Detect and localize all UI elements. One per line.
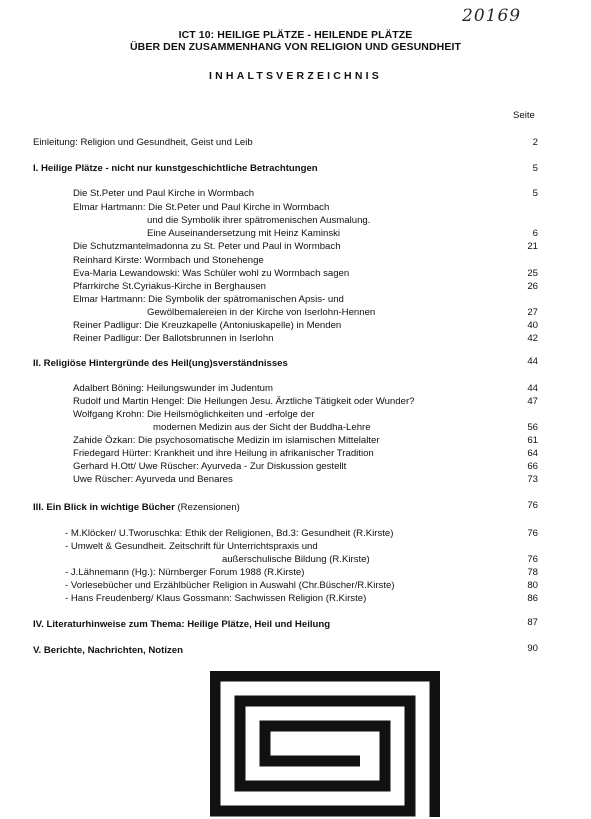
toc-page-number: 26: [527, 281, 538, 292]
page-column-label: Seite: [513, 110, 535, 121]
toc-entry: Eva-Maria Lewandowski: Was Schüler wohl zu Wormbach sagen: [73, 268, 350, 279]
toc-page-number: 90: [527, 643, 538, 654]
toc-entry: Reiner Padligur: Der Ballotsbrunnen in Iserlohn: [73, 333, 274, 344]
toc-page-number: 2: [532, 137, 538, 148]
toc-page-number: 76: [527, 500, 538, 511]
toc-page-number: 76: [527, 528, 538, 539]
toc-page-number: 64: [527, 448, 538, 459]
toc-page-number: 6: [532, 228, 538, 239]
toc-page-number: 78: [527, 567, 538, 578]
toc-entry: Pfarrkirche St.Cyriakus-Kirche in Berghausen: [73, 281, 267, 292]
toc-entry: - M.Klöcker/ U.Tworuschka: Ethik der Religionen, Bd.3: Gesundheit (R.Kirste): [65, 528, 394, 539]
toc-section-heading: IV. Literaturhinweise zum Thema: Heilige Plätze, Heil und Heilung: [33, 619, 331, 630]
toc-entry: Gerhard H.Ott/ Uwe Rüscher: Ayurveda - Zur Diskussion gestellt: [73, 461, 347, 472]
toc-entry: Zahide Özkan: Die psychosomatische Medizin im islamischen Mittelalter: [73, 435, 380, 446]
toc-page-number: 25: [527, 268, 538, 279]
toc-page-number: 44: [527, 356, 538, 367]
toc-page-number: 42: [527, 333, 538, 344]
document-title: ICT 10: HEILIGE PLÄTZE - HEILENDE PLÄTZE: [178, 29, 413, 41]
toc-entry: Elmar Hartmann: Die Symbolik der spätromanischen Apsis- und: [73, 294, 344, 305]
toc-entry-continuation: Gewölbemalereien in der Kirche von Iserlohn-Hennen: [147, 307, 376, 318]
toc-entry: - Hans Freudenberg/ Klaus Gossmann: Sachwissen Religion (R.Kirste): [65, 593, 367, 604]
toc-page-number: 44: [527, 383, 538, 394]
spiral-logo: [210, 671, 440, 817]
toc-page-number: 47: [527, 396, 538, 407]
toc-page-number: 27: [527, 307, 538, 318]
toc-page-number: 56: [527, 422, 538, 433]
toc-page-number: 80: [527, 580, 538, 591]
toc-page-number: 61: [527, 435, 538, 446]
toc-entry: Friedegard Hürter: Krankheit und ihre Heilung in afrikanischer Tradition: [73, 448, 374, 459]
section-note: (Rezensionen): [174, 502, 240, 513]
toc-heading: INHALTSVERZEICHNIS: [209, 70, 382, 82]
toc-entry: Die Schutzmantelmadonna zu St. Peter und Paul in Wormbach: [73, 241, 341, 252]
toc-entry: Adalbert Böning: Heilungswunder im Judentum: [73, 383, 273, 394]
toc-page-number: 40: [527, 320, 538, 331]
toc-section-heading: I. Heilige Plätze - nicht nur kunstgeschichtliche Betrachtungen: [33, 163, 318, 174]
toc-section-heading: [33, 502, 240, 513]
toc-entry: Rudolf und Martin Hengel: Die Heilungen Jesu. Ärztliche Tätigkeit oder Wunder?: [73, 396, 415, 407]
section-title: III. Ein Blick in wichtige Bücher: [33, 502, 175, 513]
toc-page-number: 73: [527, 474, 538, 485]
toc-entry: Reiner Padligur: Die Kreuzkapelle (Antoniuskapelle) in Menden: [73, 320, 342, 331]
toc-page-number: 5: [532, 188, 538, 199]
toc-entry: - J.Lähnemann (Hg.): Nürnberger Forum 1988 (R.Kirste): [65, 567, 305, 578]
toc-entry: - Umwelt & Gesundheit. Zeitschrift für Unterrichtspraxis und: [65, 541, 318, 552]
toc-entry-continuation: Eine Auseinandersetzung mit Heinz Kaminski: [147, 228, 341, 239]
toc-section-heading: II. Religiöse Hintergründe des Heil(ung)sverständnisses: [33, 358, 288, 369]
toc-page-number: 76: [527, 554, 538, 565]
document-subtitle: ÜBER DEN ZUSAMMENHANG VON RELIGION UND GESUNDHEIT: [130, 41, 461, 53]
toc-entry: Wolfgang Krohn: Die Heilsmöglichkeiten und -erfolge der: [73, 409, 315, 420]
toc-entry-continuation: modernen Medizin aus der Sicht der Buddha-Lehre: [153, 422, 371, 433]
toc-entry: Elmar Hartmann: Die St.Peter und Paul Kirche in Wormbach: [73, 202, 330, 213]
toc-entry: - Vorlesebücher und Erzählbücher Religion in Auswahl (Chr.Büscher/R.Kirste): [65, 580, 395, 591]
toc-entry: Uwe Rüscher: Ayurveda und Benares: [73, 474, 233, 485]
toc-page-number: 66: [527, 461, 538, 472]
toc-page-number: 86: [527, 593, 538, 604]
toc-entry: Einleitung: Religion und Gesundheit, Geist und Leib: [33, 137, 253, 148]
toc-entry: Reinhard Kirste: Wormbach und Stonehenge: [73, 255, 264, 266]
toc-section-heading: V. Berichte, Nachrichten, Notizen: [33, 645, 183, 656]
toc-entry-continuation: und die Symbolik ihrer spätromenischen Ausmalung.: [147, 215, 371, 226]
handwritten-note: 20169: [462, 6, 522, 26]
toc-page-number: 87: [527, 617, 538, 628]
toc-page-number: 5: [532, 163, 538, 174]
toc-entry-continuation: außerschulische Bildung (R.Kirste): [222, 554, 370, 565]
toc-entry: Die St.Peter und Paul Kirche in Wormbach: [73, 188, 255, 199]
toc-page-number: 21: [527, 241, 538, 252]
